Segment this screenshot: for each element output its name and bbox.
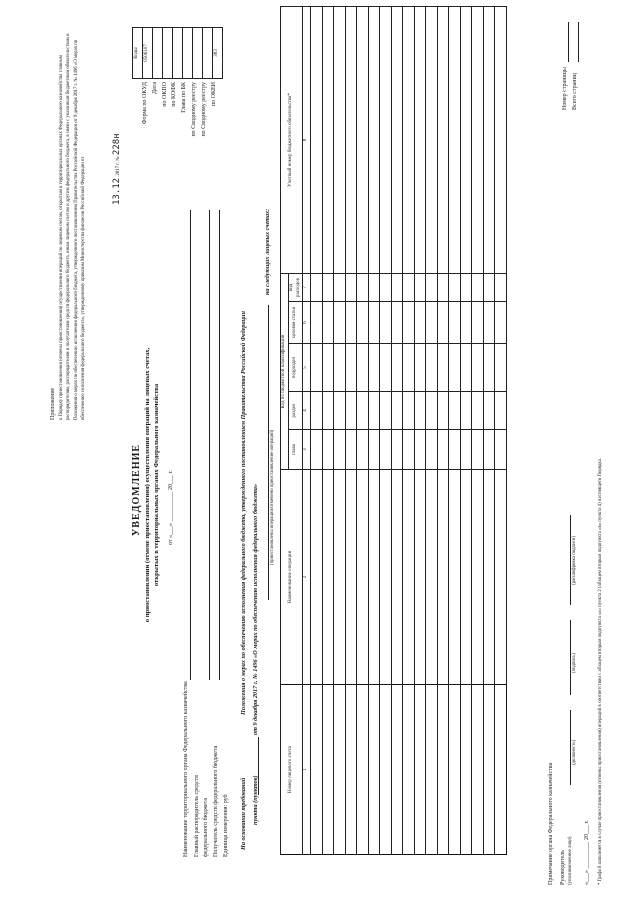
codes-label: Форма по ОКУД — [142, 82, 148, 125]
codes-label: по Сводному реестру — [200, 82, 207, 137]
field-main-manager-line — [209, 210, 210, 680]
col-number: 4 — [303, 392, 311, 430]
document-date-line: от «___» __________ 20___ г. — [168, 470, 174, 545]
header-section: раздел — [289, 392, 303, 430]
col-number: 1 — [303, 685, 311, 855]
header-expense-type: вид расходов — [289, 273, 303, 301]
field-unit: Единица измерения: руб — [223, 794, 229, 857]
col-number: 8 — [303, 6, 311, 273]
table-row — [460, 6, 472, 854]
codes-label: по Сводному реестру — [190, 82, 197, 137]
basis-underline — [258, 737, 259, 795]
table-row — [472, 6, 484, 854]
header-target-article: целевая статья — [289, 302, 303, 344]
field-main-manager: Главный распорядитель средств — [194, 775, 200, 857]
field-main-manager-2: федерального бюджета — [203, 797, 209, 857]
document-subtitle-1: о приостановлении (отмене приостановления) осуществления операций на лицевых счетах, — [144, 347, 151, 623]
header-account-number: Номер лицевого счета — [281, 685, 303, 855]
appendix-text: к Порядку приостановления (отмены приостановления) осуществления операций по лицевым счетам, открытым в территориальных органах Федерального казначейства главным распорядителям, распорядителям и получателям средств федерального бюджета, иным лицевым счетам и другим федерального бюджета, в связи с указанным бюджетным обязательствам и Положения о мерах по обеспечению исполнения федерального бюджета, утвержденного постановлением Правительства Российской Федерации от 9 декабря 2017 г. № 1496 «О мерах по обеспечению исполнения федерального бюджета», утвержденному приказом Министерства финансов Российской Федерации от — [59, 33, 87, 420]
field-recipient-line — [219, 210, 220, 680]
codes-value: 0506107 — [143, 28, 153, 79]
header-operation-name: Наименование операции — [281, 470, 303, 685]
codes-value — [173, 28, 183, 79]
page-number-label: Номер страницы — [562, 67, 568, 110]
footnote: * Графа 8 заполняется в случае приостановления (отмены приостановления) операций в соответствии с абзацем вторым подпункта «а» пункта 2 (абзацем вторым подпункта «в» пункта 4) настоящего Порядка. — [598, 457, 603, 885]
codes-table — [132, 27, 223, 79]
field-territorial-organ-line — [190, 210, 191, 680]
col-number: 7 — [303, 273, 311, 301]
document-subtitle-2: открытых в территориальных органах Федерального казначейства — [153, 383, 160, 587]
table-row — [483, 6, 495, 854]
signature-position-caption: (должность) — [572, 739, 577, 765]
page-number-line — [568, 22, 569, 62]
header-chapter: глава — [289, 430, 303, 470]
table-row — [403, 6, 415, 854]
signature-authorized: (уполномоченное лицо) — [568, 836, 573, 885]
total-pages-line — [578, 22, 579, 62]
col-number: 5 — [303, 344, 311, 392]
col-number: 6 — [303, 302, 311, 344]
codes-label: Дата — [151, 82, 158, 94]
table-row — [322, 6, 334, 854]
signature-position-line — [570, 710, 571, 785]
table-row — [414, 6, 426, 854]
signature-decoding-caption: (расшифровка подписи) — [572, 536, 577, 585]
signature-sign-caption: (подпись) — [572, 653, 577, 673]
signature-block-title: Примечание органа Федерального казначейства — [548, 762, 554, 885]
total-pages-label: Всего страниц — [572, 73, 578, 110]
field-territorial-organ: Наименование территориального органа Федерального казначейства — [183, 681, 189, 857]
table-row — [391, 6, 403, 854]
codes-labels — [142, 82, 220, 215]
appendix-title: Приложение — [50, 387, 56, 420]
field-recipient: Получатель средств федерального бюджета — [213, 745, 219, 857]
basis-text-1: Положения о мерах по обеспечению исполнения федерального бюджета, утвержденного постановлением Правительства Российской Федерации — [240, 311, 247, 715]
codes-label: по ОКПО — [161, 82, 168, 107]
codes-value — [193, 28, 203, 79]
order-year: .2017 г. № — [116, 156, 121, 177]
codes-value — [203, 28, 213, 79]
table-row — [368, 6, 380, 854]
table-row — [345, 6, 357, 854]
table-row — [311, 6, 323, 854]
basis-label-1: На основании требований — [240, 777, 247, 850]
basis-caption: (приостановлены операции/отменено приостановление операций) — [270, 429, 275, 565]
order-number-handwritten: 228н — [112, 133, 122, 156]
order-date-handwritten: 13.12 — [112, 177, 122, 205]
table-row — [380, 6, 392, 854]
codes-value — [163, 28, 173, 79]
basis-label-2: пункта (пунктов) — [252, 775, 259, 825]
table-row — [495, 6, 507, 854]
codes-value — [183, 28, 193, 79]
appendix-order-line — [112, 133, 124, 205]
operations-table — [280, 6, 507, 855]
codes-label: по КОФК — [171, 82, 178, 107]
caption-line — [268, 305, 269, 600]
table-row — [426, 6, 438, 854]
signature-head-label: Руководитель — [560, 850, 566, 885]
codes-label: по ОКЕИ — [210, 82, 217, 107]
header-kbk: Код по бюджетной классификации — [281, 273, 289, 469]
header-subsection: подраздел — [289, 344, 303, 392]
signature-sign-line — [570, 620, 571, 695]
basis-text-2: от 9 декабря 2017 г. № 1496 «О мерах по обеспечению исполнения федерального бюджета» — [252, 484, 259, 735]
table-row — [437, 6, 449, 854]
basis-suffix: на следующих лицевых счетах: — [264, 208, 271, 295]
codes-header: Коды — [133, 28, 143, 79]
table-row — [334, 6, 346, 854]
table-row — [449, 6, 461, 854]
table-row — [357, 6, 369, 854]
col-number: 3 — [303, 430, 311, 470]
document-title: УВЕДОМЛЕНИЕ — [131, 443, 142, 537]
header-obligation-number: Учетный номер бюджетного обязательства* — [281, 6, 303, 273]
signature-decoding-line — [570, 515, 571, 605]
codes-value: 383 — [213, 28, 223, 79]
col-number: 2 — [303, 470, 311, 685]
codes-label: Глава по БК — [181, 82, 188, 113]
codes-value — [153, 28, 163, 79]
signature-date: «___» _________ 20___ г. — [584, 820, 590, 885]
